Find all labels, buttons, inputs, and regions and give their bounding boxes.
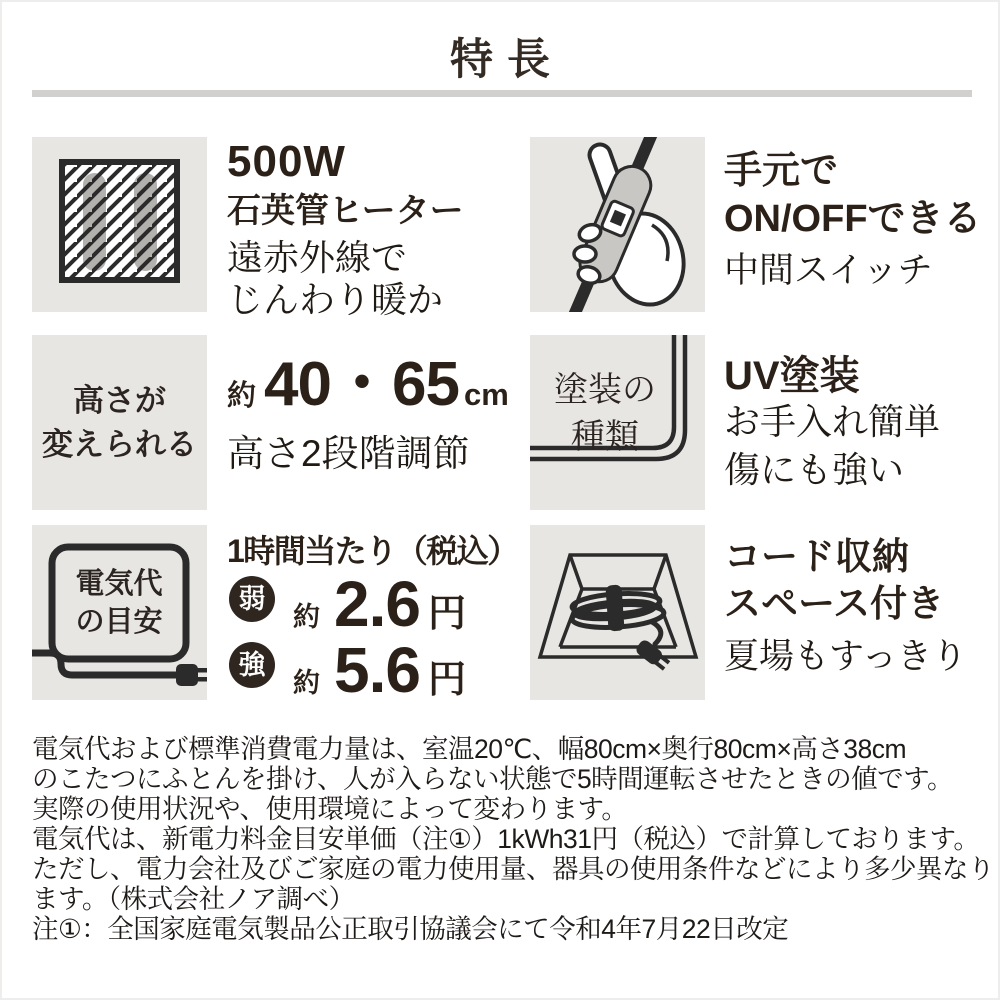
height-approx: 約 (227, 380, 257, 412)
footnotes (32, 734, 994, 944)
switch-title-2: ON/OFFできる (724, 198, 982, 240)
height-box-line-2: 変えられる (42, 427, 197, 462)
coating-box-line-2: 種類 (571, 418, 639, 456)
height-value: 40・65 (264, 350, 459, 419)
cost-box-line-2: の目安 (75, 606, 163, 638)
title-divider (32, 90, 972, 97)
height-box-line-1: 高さが (73, 383, 166, 418)
storage-desc: 夏場もすっきり (724, 637, 967, 676)
footnote-line: 注①：全国家庭電気製品公正取引協議会にて令和4年7月22日改定 (32, 914, 789, 944)
height-value-row (227, 350, 509, 419)
footnote-line: 電気代は、新電力料金目安単価（注①）1kWh31円（税込）で計算しております。 (32, 824, 980, 854)
cost-approx-high: 約 (293, 668, 320, 698)
heater-desc-2: じんわり暖か (227, 279, 444, 320)
footnote-line: ただし、電力会社及びご家庭の電力使用量、器具の使用条件などにより多少異なり (32, 854, 994, 884)
cost-approx-low: 約 (293, 602, 320, 632)
coating-type-box (530, 335, 705, 510)
cost-header: 1時間当たり（税込） (227, 533, 518, 569)
hand-switch-icon (530, 137, 705, 312)
coating-desc-2: 傷にも強い (724, 449, 905, 490)
hand-switch-icon-box (530, 137, 705, 312)
storage-title-1: コード収納 (724, 536, 909, 577)
quartz-heater-icon (32, 137, 207, 312)
cost-row-low (229, 568, 466, 640)
high-power-badge: 強 (229, 642, 275, 688)
cost-unit-low: 円 (427, 593, 466, 635)
height-unit: cm (463, 377, 509, 412)
coating-box-line-1: 塗装の (554, 371, 656, 409)
electricity-cost-box (32, 525, 207, 700)
coating-box-label (530, 367, 680, 461)
cost-value-low: 2.6 (334, 568, 420, 640)
height-box-label (32, 379, 207, 467)
heater-title: 石英管ヒーター (227, 192, 464, 230)
coating-title: UV塗装 (724, 354, 860, 398)
cost-row-high (229, 634, 466, 706)
coating-desc-1: お手入れ簡単 (724, 401, 941, 442)
storage-title-2: スペース付き (724, 583, 945, 624)
page-title: 特長 (450, 36, 564, 84)
cost-value-high: 5.6 (334, 634, 420, 706)
footnote-line: のこたつにふとんを掛け、人が入らない状態で5時間運転させたときの値です。 (32, 764, 954, 794)
cost-unit-high: 円 (427, 659, 466, 701)
cord-storage-icon (530, 525, 705, 700)
cost-box-line-1: 電気代 (75, 568, 163, 600)
height-desc: 高さ2段階調節 (227, 433, 470, 474)
heater-title-watt: 500W (227, 137, 346, 186)
footnote-line: 実際の使用状況や、使用環境によって変わります。 (32, 794, 628, 824)
heater-desc-1: 遠赤外線で (227, 237, 408, 278)
switch-desc: 中間スイッチ (724, 251, 933, 290)
height-adjust-box (32, 335, 207, 510)
cost-box-label (52, 565, 186, 641)
quartz-heater-icon-box (32, 137, 207, 312)
footnote-line: 電気代および標準消費電力量は、室温20℃、幅80cm×奥行80cm×高さ38cm (32, 734, 907, 764)
cord-storage-box (530, 525, 705, 700)
low-power-badge: 弱 (229, 576, 275, 622)
footnote-line: ます。（株式会社ノア調べ） (32, 884, 355, 914)
switch-title-1: 手元で (724, 150, 839, 192)
